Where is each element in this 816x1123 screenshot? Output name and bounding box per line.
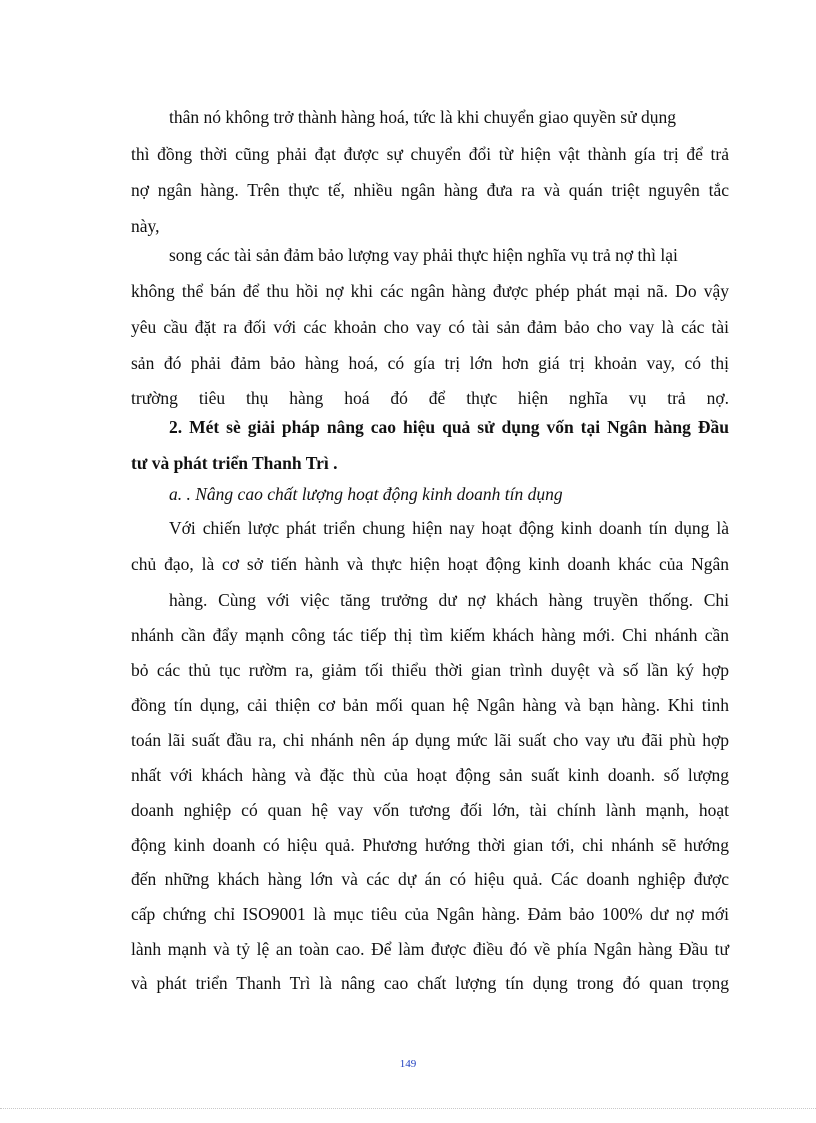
text-line: hàng. Cùng với việc tăng trưởng dư nợ khách hàng truyền thống. Chi xyxy=(169,590,729,610)
text-line: này, xyxy=(131,216,160,236)
text-line: cấp chứng chỉ ISO9001 là mục tiêu của Ngân hàng. Đảm bảo 100% dư nợ mới xyxy=(131,904,729,924)
text-line: thân nó không trở thành hàng hoá, tức là khi chuyển giao quyền sử dụng xyxy=(169,107,676,127)
text-line: sản đó phải đảm bảo hàng hoá, có gía trị lớn hơn giá trị khoản vay, có thị xyxy=(131,353,729,373)
text-line: đồng tín dụng, cải thiện cơ bản mối quan hệ Ngân hàng và bạn hàng. Khi tinh xyxy=(131,695,729,715)
section-heading-continued: tư và phát triển Thanh Trì . xyxy=(131,453,338,473)
text-line: yêu cầu đặt ra đối với các khoản cho vay có tài sản đảm bảo cho vay là các tài xyxy=(131,317,729,337)
text-line: Với chiến lược phát triển chung hiện nay hoạt động kinh doanh tín dụng là xyxy=(169,518,729,538)
text-line: lành mạnh và tỷ lệ an toàn cao. Để làm được điều đó về phía Ngân hàng Đầu tư xyxy=(131,939,729,959)
text-line: đến những khách hàng lớn và các dự án có hiệu quả. Các doanh nghiệp được xyxy=(131,869,729,889)
text-line: nhất với khách hàng và đặc thù của hoạt động sản suất kinh doanh. số lượng xyxy=(131,765,729,785)
text-line: nợ ngân hàng. Trên thực tế, nhiều ngân hàng đưa ra và quán triệt nguyên tắc xyxy=(131,180,729,200)
text-line: song các tài sản đảm bảo lượng vay phải thực hiện nghĩa vụ trả nợ thì lại xyxy=(169,245,678,265)
text-line: thì đồng thời cũng phải đạt được sự chuyển đổi từ hiện vật thành gía trị để trả xyxy=(131,144,729,164)
text-line: toán lãi suất đầu ra, chi nhánh nên áp dụng mức lãi suất cho vay ưu đãi phù hợp xyxy=(131,730,729,750)
subsection-heading: a. . Nâng cao chất lượng hoạt động kinh doanh tín dụng xyxy=(169,484,563,504)
text-line: chủ đạo, là cơ sở tiến hành và thực hiện hoạt động kinh doanh khác của Ngân xyxy=(131,554,729,574)
text-line: không thể bán để thu hồi nợ khi các ngân hàng được phép phát mại nã. Do vậy xyxy=(131,281,729,301)
page-divider xyxy=(0,1108,816,1109)
page-number: 149 xyxy=(399,1058,417,1070)
text-line: doanh nghiệp có quan hệ vay vốn tương đối lớn, tài chính lành mạnh, hoạt xyxy=(131,800,729,820)
section-heading: 2. Mét sè giải pháp nâng cao hiệu quả sử dụng vốn tại Ngân hàng Đầu xyxy=(169,417,729,437)
text-line: và phát triển Thanh Trì là nâng cao chất lượng tín dụng trong đó quan trọng xyxy=(131,973,729,993)
text-line: động kinh doanh có hiệu quả. Phương hướng thời gian tới, chi nhánh sẽ hướng xyxy=(131,835,729,855)
text-line: trường tiêu thụ hàng hoá đó để thực hiện nghĩa vụ trả nợ. xyxy=(131,388,729,408)
text-line: nhánh cần đẩy mạnh công tác tiếp thị tìm kiếm khách hàng mới. Chi nhánh cần xyxy=(131,625,729,645)
text-line: bỏ các thủ tục rườm ra, giảm tối thiểu thời gian trình duyệt và số lần ký hợp xyxy=(131,660,729,680)
